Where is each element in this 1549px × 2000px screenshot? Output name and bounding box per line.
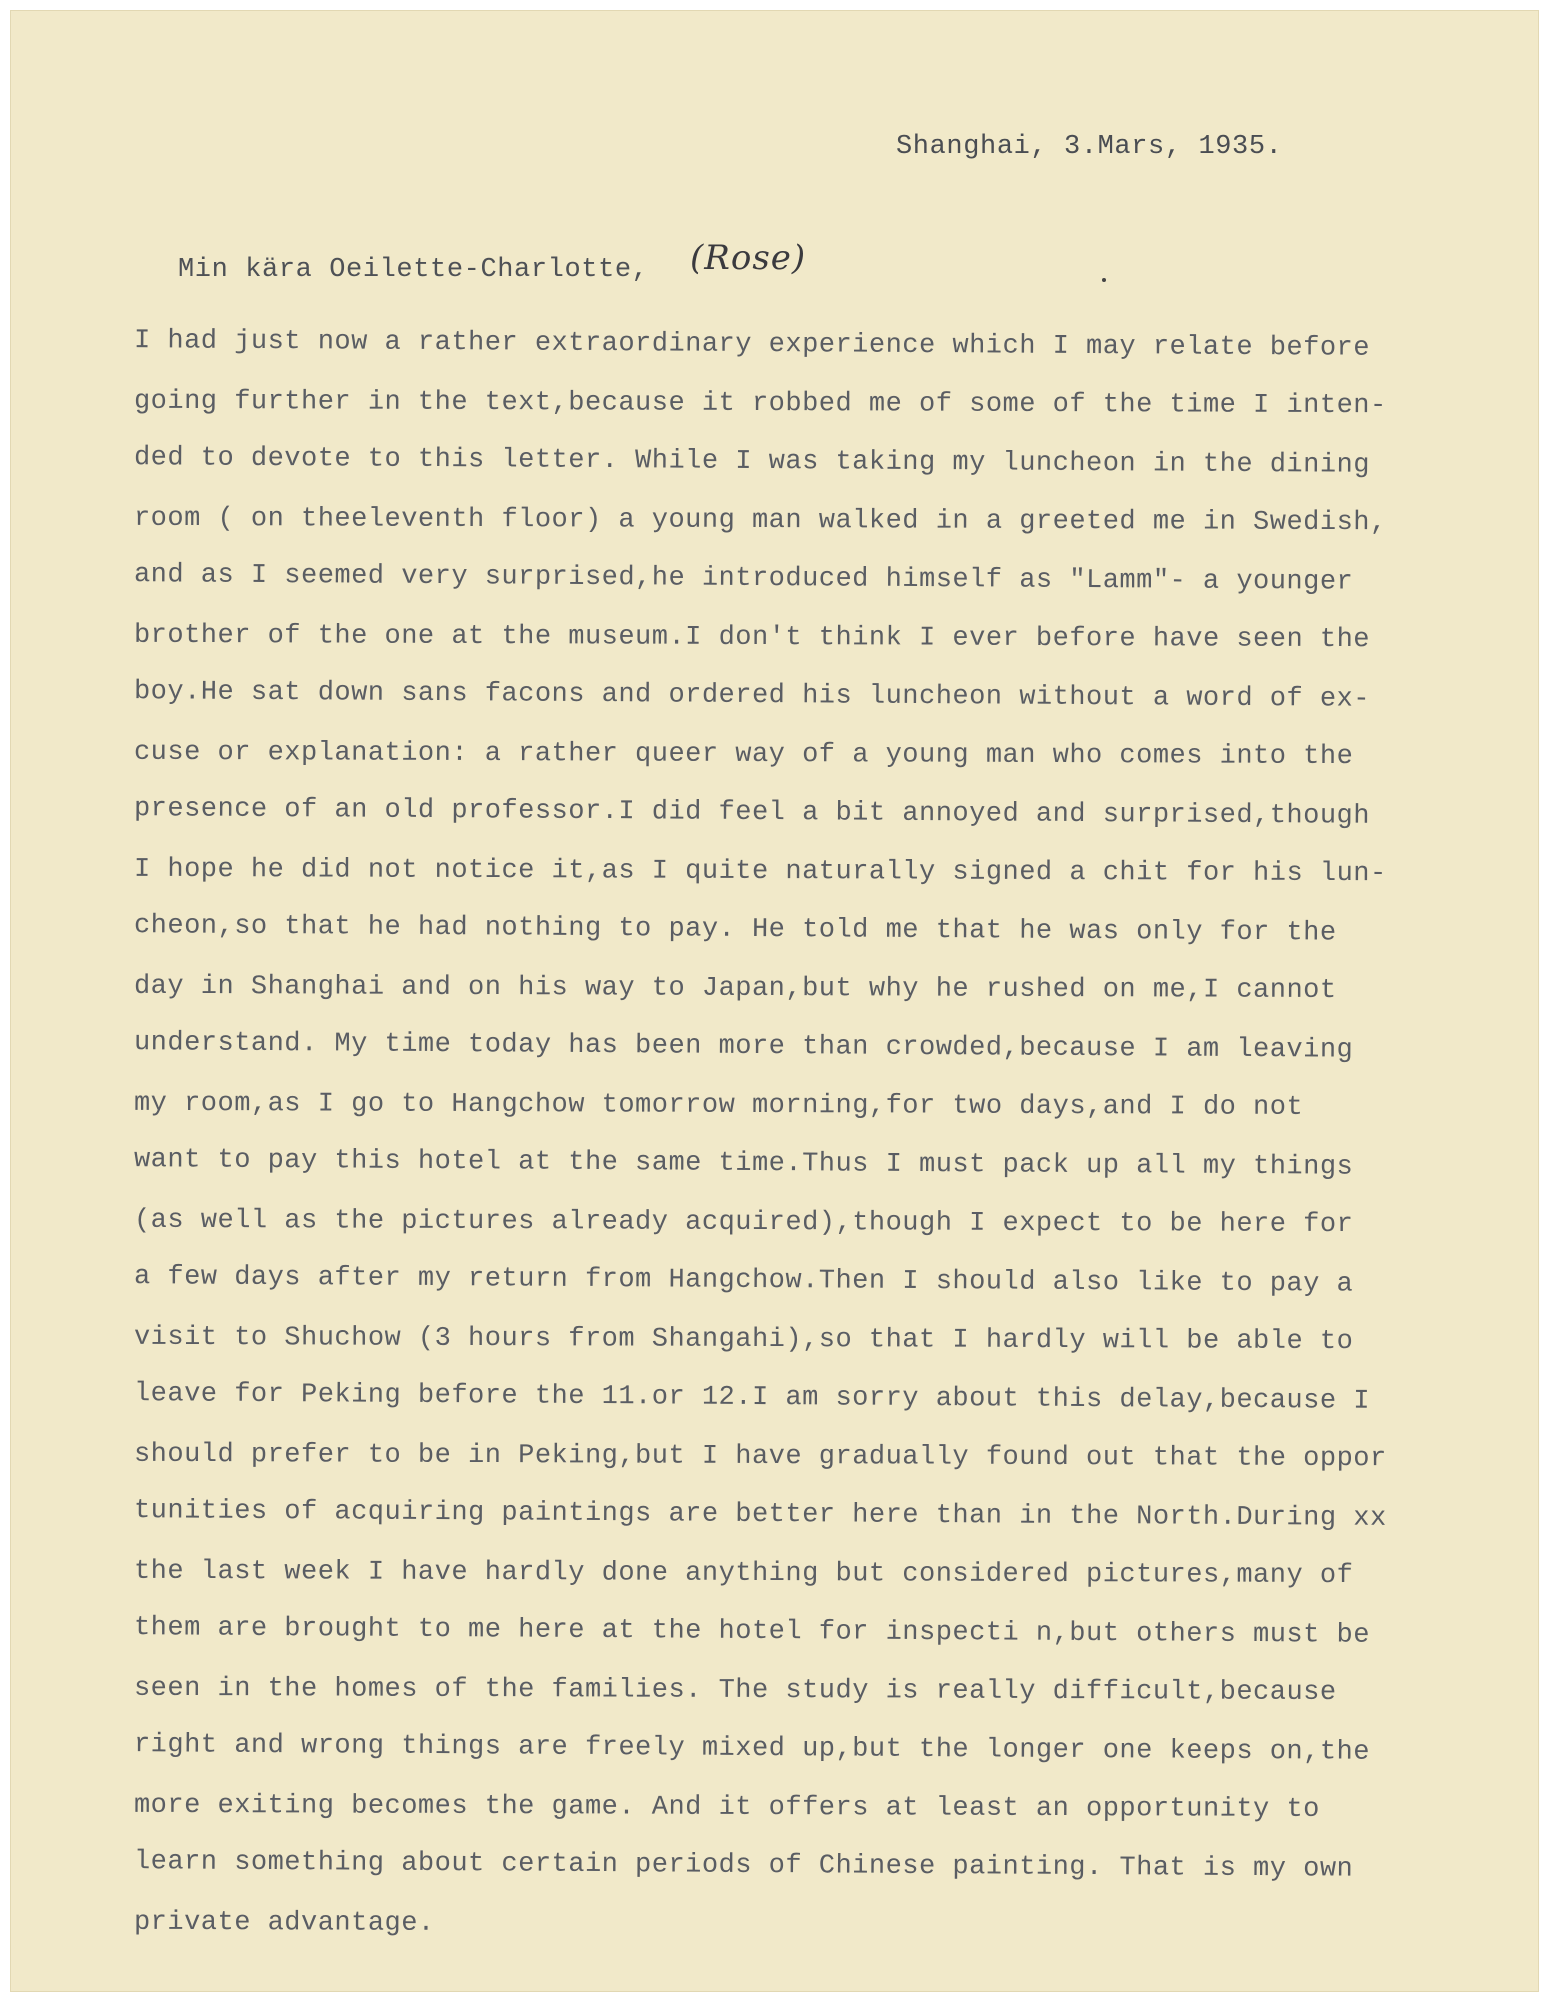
body-line: I had just now a rather extraordinary experience which I may relate before (133, 326, 1371, 364)
body-line: a few days after my return from Hangchow.Then I should also like to pay a (133, 1262, 1354, 1300)
body-line: presence of an old professor.I did feel a bit annoyed and surprised,though (133, 794, 1371, 832)
body-line: leave for Peking before the 11.or 12.I am sorry about this delay,because I (133, 1379, 1371, 1417)
body-line: more exiting becomes the game. And it offers at least an opportunity to (133, 1790, 1320, 1825)
ink-dot (1102, 278, 1106, 282)
body-line: room ( on theeleventh floor) a young man walked in a greeted me in Swedish, (133, 503, 1387, 538)
body-line: tunities of acquiring paintings are better here than in the North.During xx (133, 1496, 1387, 1534)
body-line: brother of the one at the museum.I don't think I ever before have seen the (133, 620, 1371, 655)
body-line: my room,as I go to Hangchow tomorrow morning,for two days,and I do not (133, 1088, 1304, 1123)
letter-dateline: Shanghai, 3.Mars, 1935. (896, 132, 1283, 162)
body-line: understand. My time today has been more than crowded,because I am leaving (133, 1028, 1354, 1066)
handwritten-annotation: (Rose) (690, 238, 807, 278)
body-line: learn something about certain periods of Chinese painting. That is my own (133, 1847, 1354, 1885)
body-line: going further in the text,because it robbed me of some of the time I inten- (133, 386, 1387, 421)
body-line: them are brought to me here at the hotel for inspecti n,but others must be (133, 1613, 1371, 1651)
body-line: ded to devote to this letter. While I was taking my luncheon in the dining (133, 443, 1371, 481)
body-line: boy.He sat down sans facons and ordered his luncheon without a word of ex- (133, 677, 1371, 715)
body-line: visit to Shuchow (3 hours from Shangahi),so that I hardly will be able to (133, 1322, 1354, 1357)
body-line: and as I seemed very surprised,he introduced himself as "Lamm"- a younger (133, 560, 1354, 598)
letter-page (10, 10, 1539, 1992)
body-line: seen in the homes of the families. The study is really difficult,because (133, 1673, 1337, 1708)
body-line: cheon,so that he had nothing to pay. He told me that he was only for the (133, 911, 1337, 949)
body-line: right and wrong things are freely mixed up,but the longer one keeps on,the (133, 1730, 1371, 1768)
body-line: want to pay this hotel at the same time.Thus I must pack up all my things (133, 1145, 1354, 1183)
body-line: (as well as the pictures already acquired),though I expect to be here for (133, 1205, 1354, 1240)
body-line: private advantage. (133, 1907, 435, 1939)
body-line: should prefer to be in Peking,but I have gradually found out that the oppor (133, 1439, 1387, 1474)
body-line: I hope he did not notice it,as I quite naturally signed a chit for his lun- (133, 854, 1387, 889)
letter-body (134, 316, 1387, 1954)
letter-greeting: Min kära Oeilette-Charlotte, (178, 255, 649, 285)
body-line: cuse or explanation: a rather queer way of a young man who comes into the (133, 737, 1354, 772)
body-line: the last week I have hardly done anything but considered pictures,many of (133, 1556, 1354, 1591)
body-line: day in Shanghai and on his way to Japan,but why he rushed on me,I cannot (133, 971, 1337, 1006)
